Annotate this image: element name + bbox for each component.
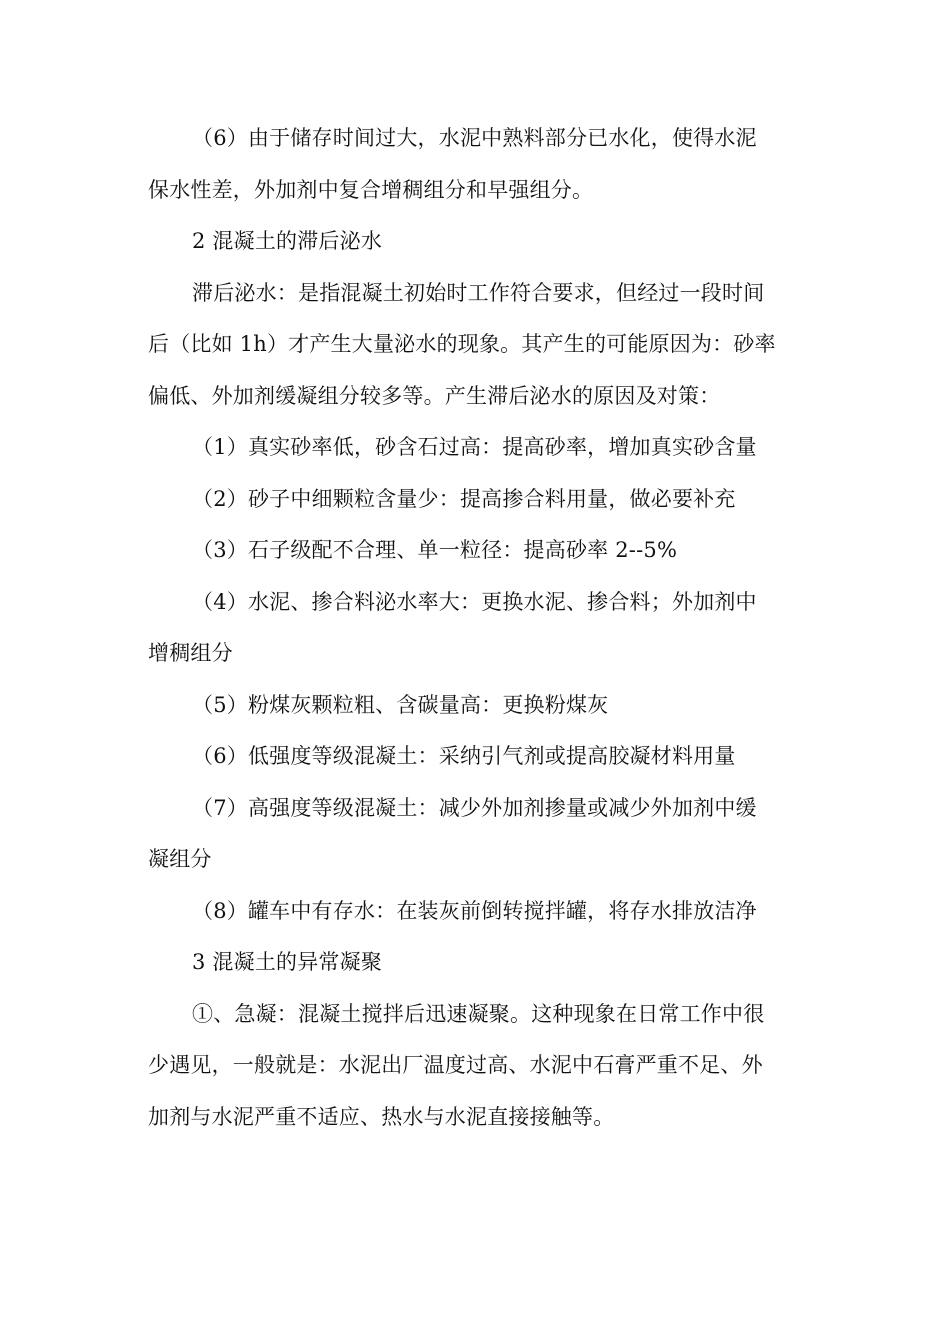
list-item: （7）高强度等级混凝土：减少外加剂掺量或减少外加剂中缓: [192, 795, 757, 820]
list-item: （6）低强度等级混凝土：采纳引气剂或提高胶凝材料用量: [192, 744, 736, 768]
paragraph-line: 滞后泌水：是指混凝土初始时工作符合要求，但经过一段时间: [192, 280, 765, 305]
list-item: （3）石子级配不合理、单一粒径：提高砂率 2--5%: [192, 538, 678, 562]
paragraph-line: 少遇见，一般就是：水泥出厂温度过高、水泥中石膏严重不足、外: [148, 1053, 763, 1077]
document-body: [148, 113, 808, 1143]
paragraph-line: 偏低、外加剂缓凝组分较多等。产生滞后泌水的原因及对策：: [148, 383, 721, 408]
paragraph-line: 加剂与水泥严重不适应、热水与水泥直接接触等。: [148, 1104, 615, 1129]
list-item-continuation: 凝组分: [148, 847, 212, 871]
section-heading: 3 混凝土的异常凝聚: [192, 950, 383, 974]
list-item: （8）罐车中有存水：在装灰前倒转搅拌罐，将存水排放洁净: [192, 898, 757, 923]
list-item: （5）粉煤灰颗粒粗、含碳量高：更换粉煤灰: [192, 692, 609, 717]
list-item-continuation: 增稠组分: [148, 641, 233, 665]
paragraph-line: 后（比如 1h）才产生大量泌水的现象。其产生的可能原因为：砂率: [148, 332, 776, 356]
list-item: （4）水泥、掺合料泌水率大：更换水泥、掺合料；外加剂中: [192, 589, 757, 614]
section-heading: 2 混凝土的滞后泌水: [192, 229, 383, 253]
paragraph-line: （6）由于储存时间过大，水泥中熟料部分已水化，使得水泥: [192, 126, 757, 150]
list-item: （1）真实砂率低，砂含石过高：提高砂率，增加真实砂含量: [192, 435, 757, 459]
paragraph-line: 保水性差，外加剂中复合增稠组分和早强组分。: [148, 177, 594, 202]
paragraph-line: ①、急凝：混凝土搅拌后迅速凝聚。这种现象在日常工作中很: [192, 1001, 765, 1026]
list-item: （2）砂子中细颗粒含量少：提高掺合料用量，做必要补充: [192, 486, 736, 511]
